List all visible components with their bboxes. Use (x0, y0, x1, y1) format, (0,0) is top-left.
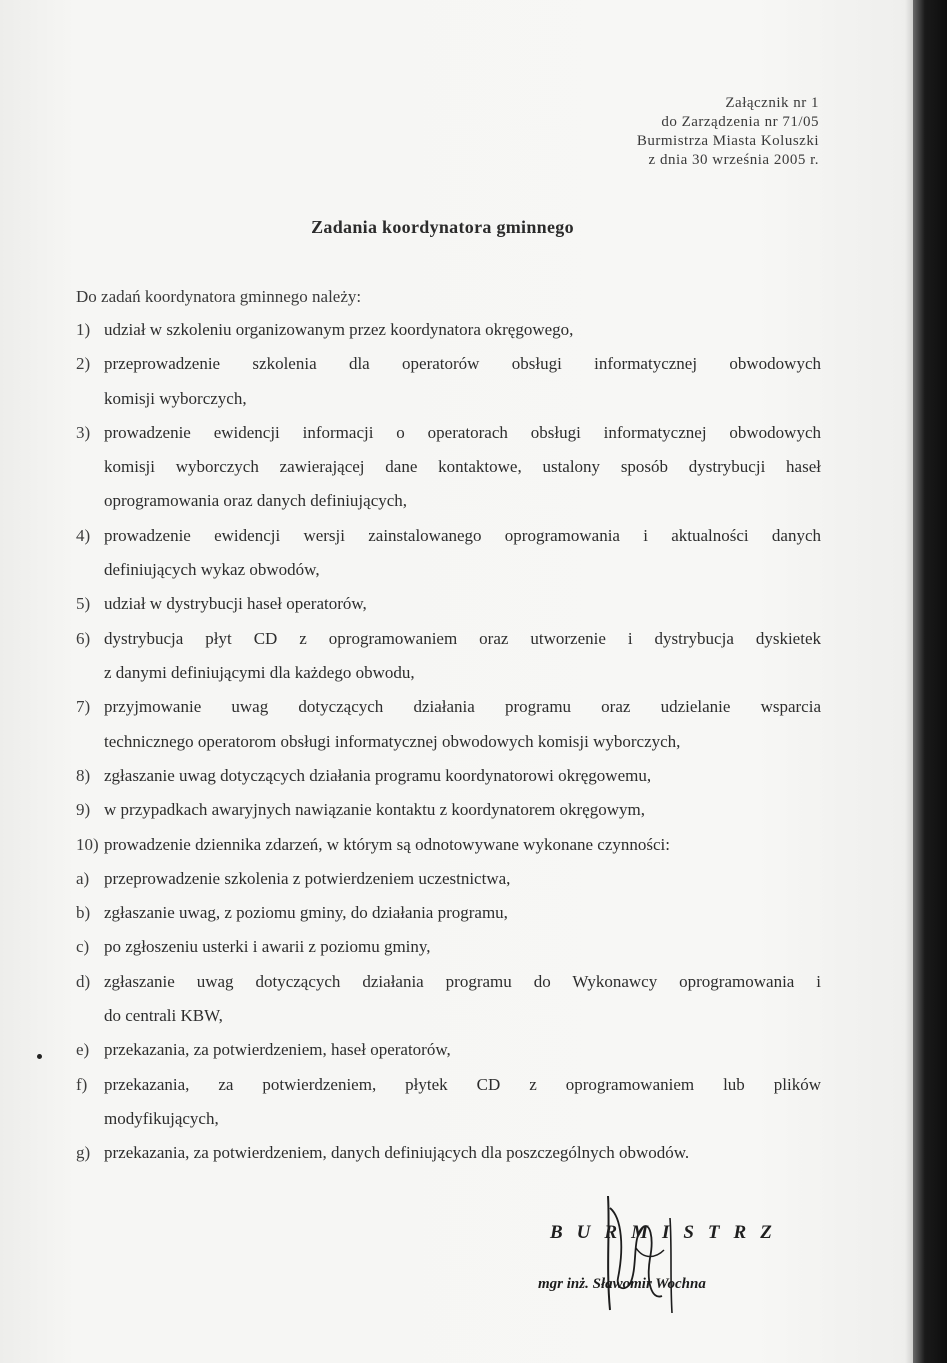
task-item (76, 1040, 821, 1074)
task-line: komisji wyborczych zawierającej dane kontaktowe, ustalony sposób dystrybucji haseł (104, 457, 821, 477)
task-number: g) (76, 1143, 91, 1163)
document-title: Zadania koordynatora gminnego (311, 217, 574, 237)
task-line: po zgłoszeniu usterki i awarii z poziomu gminy, (104, 937, 431, 957)
task-item (76, 937, 821, 971)
task-number: 5) (76, 594, 91, 614)
task-line: prowadzenie ewidencji wersji zainstalowanego oprogramowania i aktualności danych (104, 525, 821, 545)
task-item (76, 1075, 821, 1144)
scan-dark-edge (913, 0, 947, 1363)
header-line-4: z dnia 30 września 2005 r. (648, 152, 819, 168)
task-line: w przypadkach awaryjnych nawiązanie kontaktu z koordynatorem okręgowym, (104, 800, 645, 820)
header-line-3: Burmistrza Miasta Koluszki (636, 133, 819, 149)
task-line: prowadzenie dziennika zdarzeń, w którym są odnotowywane wykonane czynności: (104, 834, 670, 854)
task-line: przekazania, za potwierdzeniem, płytek CD z oprogramowaniem lub plików (104, 1074, 821, 1094)
task-number: c) (76, 937, 90, 957)
task-item (76, 423, 821, 526)
task-line: prowadzenie ewidencji informacji o operatorach obsługi informatycznej obwodowych (104, 422, 821, 442)
task-number: 6) (76, 628, 91, 648)
mayor-stamp (538, 1210, 786, 1310)
task-item (76, 629, 821, 698)
task-line: zgłaszanie uwag, z poziomu gminy, do działania programu, (104, 903, 508, 923)
task-item (76, 835, 821, 869)
task-line: z danymi definiującymi dla każdego obwodu, (104, 662, 415, 682)
task-line: udział w dystrybucji haseł operatorów, (104, 594, 367, 614)
attachment-header (637, 94, 819, 170)
task-number: 7) (76, 697, 91, 717)
task-number: 10) (76, 834, 99, 854)
header-line-1: Załącznik nr 1 (725, 95, 819, 111)
task-line: zgłaszanie uwag dotyczących działania programu do Wykonawcy oprogramowania i (104, 971, 821, 991)
task-number: 3) (76, 422, 91, 442)
task-line: udział w szkoleniu organizowanym przez koordynatora okręgowego, (104, 320, 574, 339)
task-line: modyfikujących, (104, 1108, 219, 1128)
task-item (76, 526, 821, 595)
task-item (76, 354, 821, 423)
task-line: przekazania, za potwierdzeniem, haseł operatorów, (104, 1040, 451, 1060)
task-item (76, 594, 821, 628)
task-number: 4) (76, 525, 91, 545)
task-number: d) (76, 971, 91, 991)
task-item (76, 972, 821, 1041)
task-line: do centrali KBW, (104, 1005, 223, 1025)
task-number: e) (76, 1040, 90, 1060)
task-item (76, 1143, 821, 1177)
scan-speck (37, 1054, 42, 1059)
stamp-title: BURMISTRZ (550, 1222, 786, 1243)
intro-text: Do zadań koordynatora gminnego należy: (76, 287, 362, 306)
task-line: przeprowadzenie szkolenia z potwierdzeniem uczestnictwa, (104, 868, 511, 888)
task-number: a) (76, 868, 90, 888)
task-line: przekazania, za potwierdzeniem, danych definiujących dla poszczególnych obwodów. (104, 1143, 690, 1163)
task-number: f) (76, 1074, 88, 1094)
task-item (76, 697, 821, 766)
task-number: 9) (76, 800, 91, 820)
task-line: przyjmowanie uwag dotyczących działania programu oraz udzielanie wsparcia (104, 697, 821, 717)
header-line-2: do Zarządzenia nr 71/05 (661, 114, 819, 130)
task-item (76, 320, 821, 354)
task-number: 2) (76, 354, 91, 374)
stamp-name: mgr inż. Sławomir Wochna (538, 1276, 706, 1292)
task-item (76, 766, 821, 800)
task-line: oprogramowania oraz danych definiujących, (104, 491, 408, 511)
task-number: 8) (76, 765, 91, 785)
task-item (76, 800, 821, 834)
task-item (76, 903, 821, 937)
task-number: 1) (76, 320, 91, 339)
task-line: zgłaszanie uwag dotyczących działania programu koordynatorowi okręgowemu, (104, 765, 652, 785)
task-line: technicznego operatorom obsługi informatycznej obwodowych komisji wyborczych, (104, 731, 681, 751)
task-line: definiujących wykaz obwodów, (104, 560, 320, 580)
scan-edge-shadow (905, 0, 913, 1363)
task-line: dystrybucja płyt CD z oprogramowaniem oraz utworzenie i dystrybucja dyskietek (104, 628, 821, 648)
task-item (76, 869, 821, 903)
task-number: b) (76, 903, 91, 923)
task-line: komisji wyborczych, (104, 388, 247, 408)
task-line: przeprowadzenie szkolenia dla operatorów obsługi informatycznej obwodowych (104, 354, 821, 374)
